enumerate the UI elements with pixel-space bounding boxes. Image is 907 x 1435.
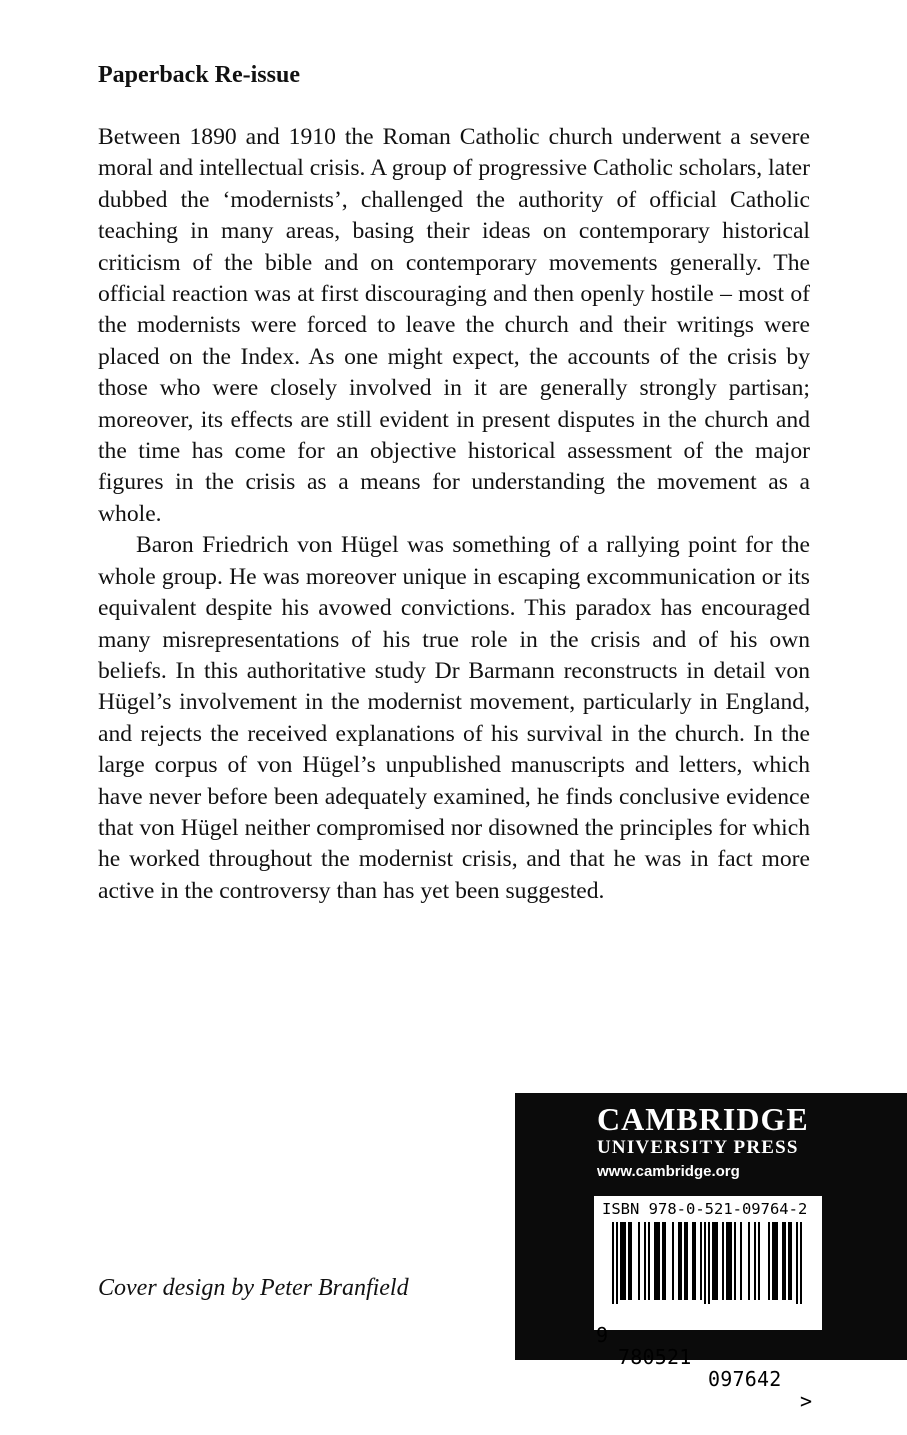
- blurb-text: [98, 122, 810, 907]
- barcode-bar: [728, 1222, 730, 1300]
- barcode-bar: [758, 1222, 760, 1300]
- barcode-bar: [772, 1222, 774, 1300]
- barcode-digits-left: 780521: [618, 1345, 692, 1369]
- barcode-bar: [694, 1222, 696, 1300]
- barcode-bar: [644, 1222, 646, 1300]
- barcode-bar: [740, 1222, 742, 1300]
- barcode-bar: [714, 1222, 716, 1300]
- barcode-bar: [662, 1222, 664, 1300]
- barcode-bar: [638, 1222, 640, 1300]
- barcode-bar: [658, 1222, 660, 1300]
- barcode-arrow: >: [800, 1389, 813, 1413]
- blurb-paragraph-2: Baron Friedrich von Hügel was something of a rallying point for the whole group. He was moreover unique in escaping excommunication or its equivalent despite his avowed convictions. This paradox has encouraged many misrepresentations of his true role in the crisis and of his own beliefs. In this authoritative study Dr Barmann reconstructs in detail von Hügel’s involvement in the modernist movement, particularly in England, and rejects the received explanations of his survival in the church. In the large corpus of von Hügel’s unpublished manuscripts and letters, which have never before been adequately examined, he finds conclusive evidence that von Hügel neither compromised nor disowned the principles for which he worked throughout the modernist crisis, and that he was in fact more active in the controversy than has yet been suggested.: [98, 532, 810, 904]
- barcode-bar: [664, 1222, 666, 1300]
- barcode-bars: [594, 1222, 822, 1304]
- barcode-bar: [704, 1222, 706, 1304]
- barcode-bar: [776, 1222, 778, 1300]
- isbn-label: ISBN 978-0-521-09764-2: [602, 1200, 808, 1218]
- barcode-bar: [624, 1222, 626, 1300]
- barcode-bar: [788, 1222, 790, 1300]
- barcode-bar: [616, 1222, 618, 1304]
- barcode-bar: [628, 1222, 630, 1300]
- barcode-bar: [692, 1222, 694, 1300]
- barcode-bar: [656, 1222, 658, 1300]
- barcode-digit-first: 9: [596, 1323, 609, 1347]
- barcode-bar: [672, 1222, 674, 1300]
- barcode-bar: [730, 1222, 732, 1300]
- barcode-bar: [800, 1222, 802, 1304]
- barcode-bar: [678, 1222, 680, 1300]
- barcode-bar: [708, 1222, 710, 1304]
- barcode-bar: [784, 1222, 786, 1300]
- barcode-bar: [700, 1222, 702, 1300]
- cover-credit: Cover design by Peter Branfield: [98, 1275, 409, 1301]
- barcode-bar: [722, 1222, 724, 1300]
- barcode-bar: [648, 1222, 650, 1300]
- barcode-bar: [748, 1222, 750, 1300]
- barcode-bar: [686, 1222, 688, 1300]
- barcode-bar: [754, 1222, 756, 1300]
- barcode-bar: [654, 1222, 656, 1300]
- blurb-paragraph-1: Between 1890 and 1910 the Roman Catholic church underwent a severe moral and intellectual crisis. A group of progressive Catholic scholars, later dubbed the ‘modernists’, challenged the authority of official Catholic teaching in many areas, basing their ideas on contemporary historical criticism of the bible and on contemporary movements generally. The official reaction was at first discouraging and then openly hostile – most of the modernists were forced to leave the church and their writings were placed on the Index. As one might expect, the accounts of the crisis by those who were closely involved in it are generally strongly partisan; moreover, its effects are still evident in present disputes in the church and the time has come for an objective historical assessment of the major figures in the crisis as a means for understanding the movement as a whole.: [98, 124, 810, 527]
- barcode-bar: [768, 1222, 770, 1300]
- barcode-bar: [726, 1222, 728, 1300]
- barcode-bar: [734, 1222, 736, 1300]
- barcode-bar: [774, 1222, 776, 1300]
- barcode-bar: [790, 1222, 792, 1300]
- barcode-bar: [712, 1222, 714, 1300]
- publisher-subtitle: UNIVERSITY PRESS: [597, 1137, 799, 1158]
- section-heading: Paperback Re-issue: [98, 62, 300, 88]
- barcode-bar: [684, 1222, 686, 1300]
- barcode-bar: [612, 1222, 614, 1304]
- barcode-bar: [620, 1222, 622, 1300]
- barcode-bar: [630, 1222, 632, 1300]
- barcode-bar: [796, 1222, 798, 1304]
- barcode-bar: [782, 1222, 784, 1300]
- publisher-name: CAMBRIDGE: [597, 1101, 809, 1137]
- publisher-block: [515, 1093, 907, 1413]
- publisher-url: www.cambridge.org: [597, 1163, 740, 1180]
- barcode-panel: [594, 1196, 822, 1413]
- barcode-bar: [622, 1222, 624, 1300]
- barcode-digits: [594, 1302, 822, 1434]
- barcode-bar: [716, 1222, 718, 1300]
- barcode-digits-right: 097642: [708, 1367, 782, 1391]
- barcode-bar: [680, 1222, 682, 1300]
